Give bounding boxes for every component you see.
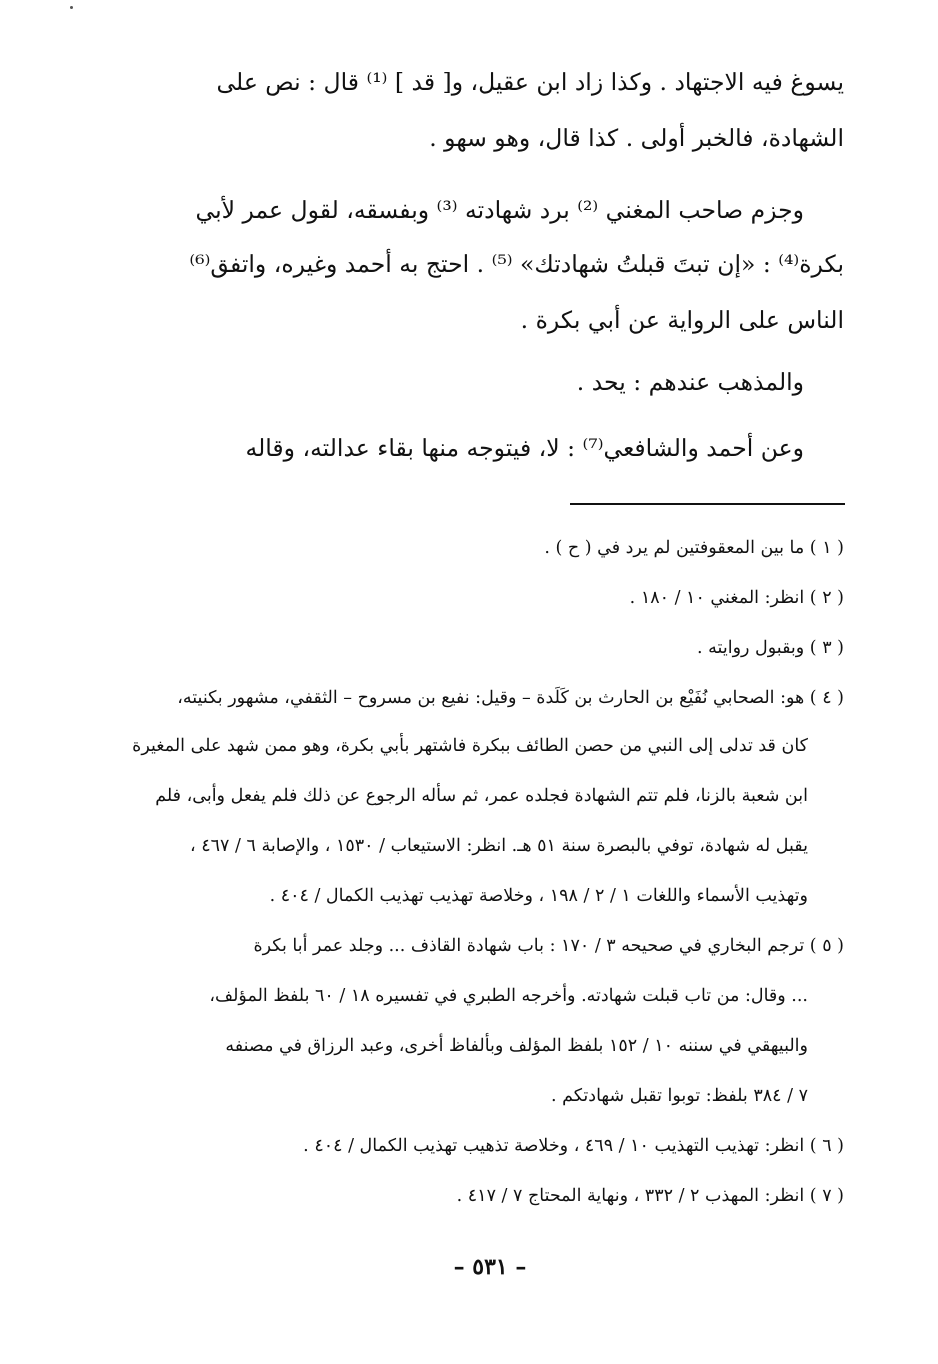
footnote-2: ( ٢ ) انظر: المغني ١٠ / ١٨٠ . [629, 588, 844, 608]
footnote-4-line-1: ( ٤ ) هو: الصحابي نُفَيْع بن الحارث بن كَلَدة – وقيل: نفيع بن مسروح – الثقفي، مشهور بكنيته، [177, 688, 844, 708]
footnote-5-line-1: ( ٥ ) ترجم البخاري في صحيحه ٣ / ١٧٠ : باب شهادة القاذف ... وجلد عمر أبا بكرة [253, 936, 844, 956]
footnote-4-line-4: يقبل له شهادة، توفي بالبصرة سنة ٥١ هـ. انظر: الاستيعاب / ١٥٣٠ ، والإصابة ٦ / ٤٦٧ ، [190, 836, 808, 856]
body-line-1: يسوغ فيه الاجتهاد . وكذا زاد ابن عقيل، و[ قد ] ⁽¹⁾ قال : نص على [216, 68, 844, 96]
body-line-7: وعن أحمد والشافعي⁽⁷⁾ : لا، فيتوجه منها بقاء عدالته، وقاله [245, 434, 804, 462]
footnote-4-line-3: ابن شعبة بالزنا، فلم تتم الشهادة فجلده عمر، ثم سأله الرجوع عن ذلك فلم يفعل وأبى، فلم [155, 786, 808, 806]
footnote-7: ( ٧ ) انظر: المهذب ٢ / ٣٣٢ ، ونهاية المحتاج ٧ / ٤١٧ . [456, 1186, 844, 1206]
footnote-6: ( ٦ ) انظر: تهذيب التهذيب ١٠ / ٤٦٩ ، وخلاصة تذهيب تهذيب الكمال / ٤٠٤ . [303, 1136, 844, 1156]
footnote-3: ( ٣ ) وبقبول روايته . [697, 638, 844, 658]
footnote-separator [570, 503, 845, 505]
body-line-6: والمذهب عندهم : يحد . [576, 368, 804, 396]
scan-speck [70, 6, 73, 9]
body-line-3: وجزم صاحب المغني ⁽²⁾ برد شهادته ⁽³⁾ وبفسقه، لقول عمر لأبي [195, 196, 804, 224]
footnote-4-line-2: كان قد تدلى إلى النبي من حصن الطائف ببكرة فاشتهر بأبي بكرة، وهو ممن شهد على المغيرة [132, 736, 808, 756]
footnote-5-line-2: ... وقال: من تاب قبلت شهادته. وأخرجه الطبري في تفسيره ١٨ / ٦٠ بلفظ المؤلف، [209, 986, 808, 1006]
footnote-4-line-5: وتهذيب الأسماء واللغات ١ / ٢ / ١٩٨ ، وخلاصة تهذيب تهذيب الكمال / ٤٠٤ . [269, 886, 808, 906]
page-number: – ٥٣١ – [453, 1254, 527, 1280]
footnote-5-line-4: ٧ / ٣٨٤ بلفظ: توبوا تقبل شهادتكم . [550, 1086, 808, 1106]
footnote-5-line-3: والبيهقي في سننه ١٠ / ١٥٢ بلفظ المؤلف وبألفاظ أخرى، وعبد الرزاق في مصنفه [225, 1036, 808, 1056]
body-line-2: الشهادة، فالخبر أولى . كذا قال، وهو سهو . [429, 124, 844, 152]
body-line-5: الناس على الرواية عن أبي بكرة . [520, 306, 844, 334]
footnote-1: ( ١ ) ما بين المعقوفتين لم يرد في ( ح ) . [544, 538, 844, 558]
body-line-4: بكرة⁽⁴⁾ : «إن تبتَ قبلتُ شهادتك» ⁽⁵⁾ . احتج به أحمد وغيره، واتفق⁽⁶⁾ [189, 250, 844, 278]
